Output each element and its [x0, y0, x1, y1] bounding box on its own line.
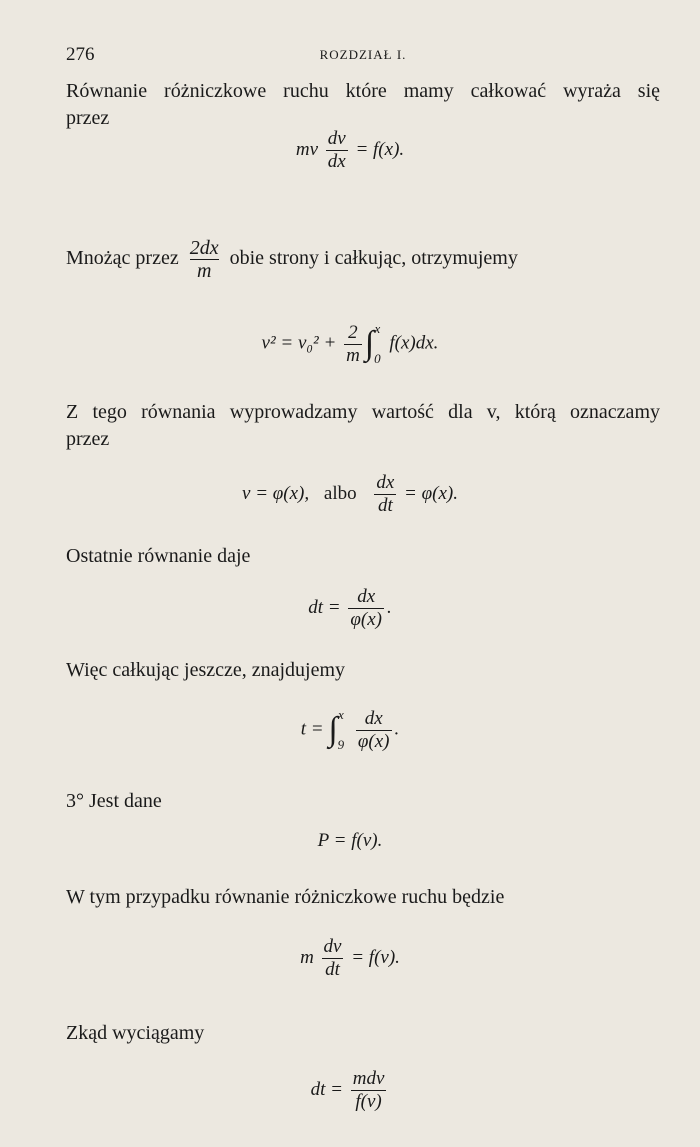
paragraph-1-line-1: Równanie różniczkowe ruchu które mamy całkować wyraża się	[66, 80, 660, 102]
paragraph-6: 3° Jest dane	[66, 790, 162, 812]
eq3-albo: albo	[323, 482, 357, 504]
page-number: 276	[66, 44, 95, 65]
paragraph-5: Więc całkując jeszcze, znajdujemy	[66, 659, 346, 681]
eq2-denominator: m	[346, 344, 360, 366]
paragraph-3-line-1: Z tego równania wyprowadzamy wartość dla v, którą oznaczamy	[66, 401, 660, 423]
eq4-end: .	[386, 596, 392, 618]
eq5-limits	[338, 700, 345, 760]
eq4-fraction	[348, 586, 384, 631]
eq2-lhs: v² = v₀² +	[261, 332, 337, 354]
eq7-fraction	[322, 936, 344, 981]
eq7-lhs: m	[300, 946, 314, 968]
eq4-lhs: dt =	[308, 596, 341, 618]
running-head: ROZDZIAŁ I.	[319, 47, 407, 62]
equation-8	[0, 1068, 700, 1113]
equation-6	[0, 830, 700, 852]
eq7-denominator: dt	[325, 959, 340, 980]
page-header	[66, 44, 660, 68]
equation-3	[0, 472, 700, 517]
eq3-rhs: = φ(x).	[404, 482, 458, 504]
eq1-rhs: = f(x).	[355, 138, 405, 160]
eq2-upper-limit: x	[374, 321, 381, 336]
eq2-numerator: 2	[344, 322, 362, 345]
p2-before: Mnożąc przez	[66, 247, 179, 269]
eq5-numerator: dx	[356, 708, 392, 731]
eq1-lhs: mv	[295, 138, 319, 160]
eq2-limits	[374, 314, 381, 374]
eq3-part1: v = φ(x),	[242, 482, 310, 504]
eq8-numerator: mdv	[352, 1068, 385, 1089]
eq4-denominator: φ(x)	[350, 609, 382, 630]
p2-frac-denominator: m	[196, 259, 212, 282]
paragraph-3-line-2: przez	[66, 428, 110, 450]
eq5-lhs: t =	[300, 718, 324, 740]
eq5-integral-sign: ∫	[328, 711, 338, 748]
paragraph-7: W tym przypadku równanie różniczkowe ruchu będzie	[66, 886, 505, 908]
eq7-numerator: dv	[323, 936, 342, 957]
eq6-text: P = f(v).	[317, 830, 383, 851]
paragraph-4: Ostatnie równanie daje	[66, 545, 251, 567]
eq2-integral-sign: ∫	[364, 325, 375, 362]
eq1-denominator: dx	[327, 151, 346, 172]
eq8-lhs: dt =	[310, 1078, 343, 1100]
eq3-denominator: dt	[377, 495, 393, 516]
eq5-end: .	[394, 718, 400, 740]
equation-4	[0, 586, 700, 631]
eq5-lower-limit: 9	[337, 737, 345, 752]
eq5-denominator: φ(x)	[357, 730, 390, 752]
paragraph-8: Zkąd wyciągamy	[66, 1022, 205, 1044]
paragraph-2	[66, 236, 660, 282]
eq2-fraction	[344, 322, 362, 367]
equation-2	[0, 314, 700, 374]
eq3-fraction	[374, 472, 396, 517]
p2-frac-numerator: 2dx	[189, 236, 219, 259]
equation-5	[0, 700, 700, 760]
p2-after: obie strony i całkując, otrzymujemy	[229, 247, 518, 269]
p2-fraction	[190, 237, 219, 282]
eq3-numerator: dx	[376, 472, 395, 493]
eq1-fraction	[326, 128, 348, 173]
eq8-fraction	[351, 1068, 387, 1113]
eq2-lower-limit: 0	[374, 351, 381, 366]
eq8-denominator: f(v)	[355, 1091, 382, 1112]
eq4-numerator: dx	[348, 586, 384, 609]
eq5-upper-limit: x	[338, 707, 344, 722]
eq5-fraction	[356, 708, 392, 753]
paragraph-1-line-2: przez	[66, 107, 110, 129]
eq7-rhs: = f(v).	[351, 946, 400, 968]
equation-1	[0, 128, 700, 173]
equation-7	[0, 936, 700, 981]
eq1-numerator: dv	[327, 128, 346, 149]
eq2-integrand: f(x)dx.	[389, 332, 439, 354]
